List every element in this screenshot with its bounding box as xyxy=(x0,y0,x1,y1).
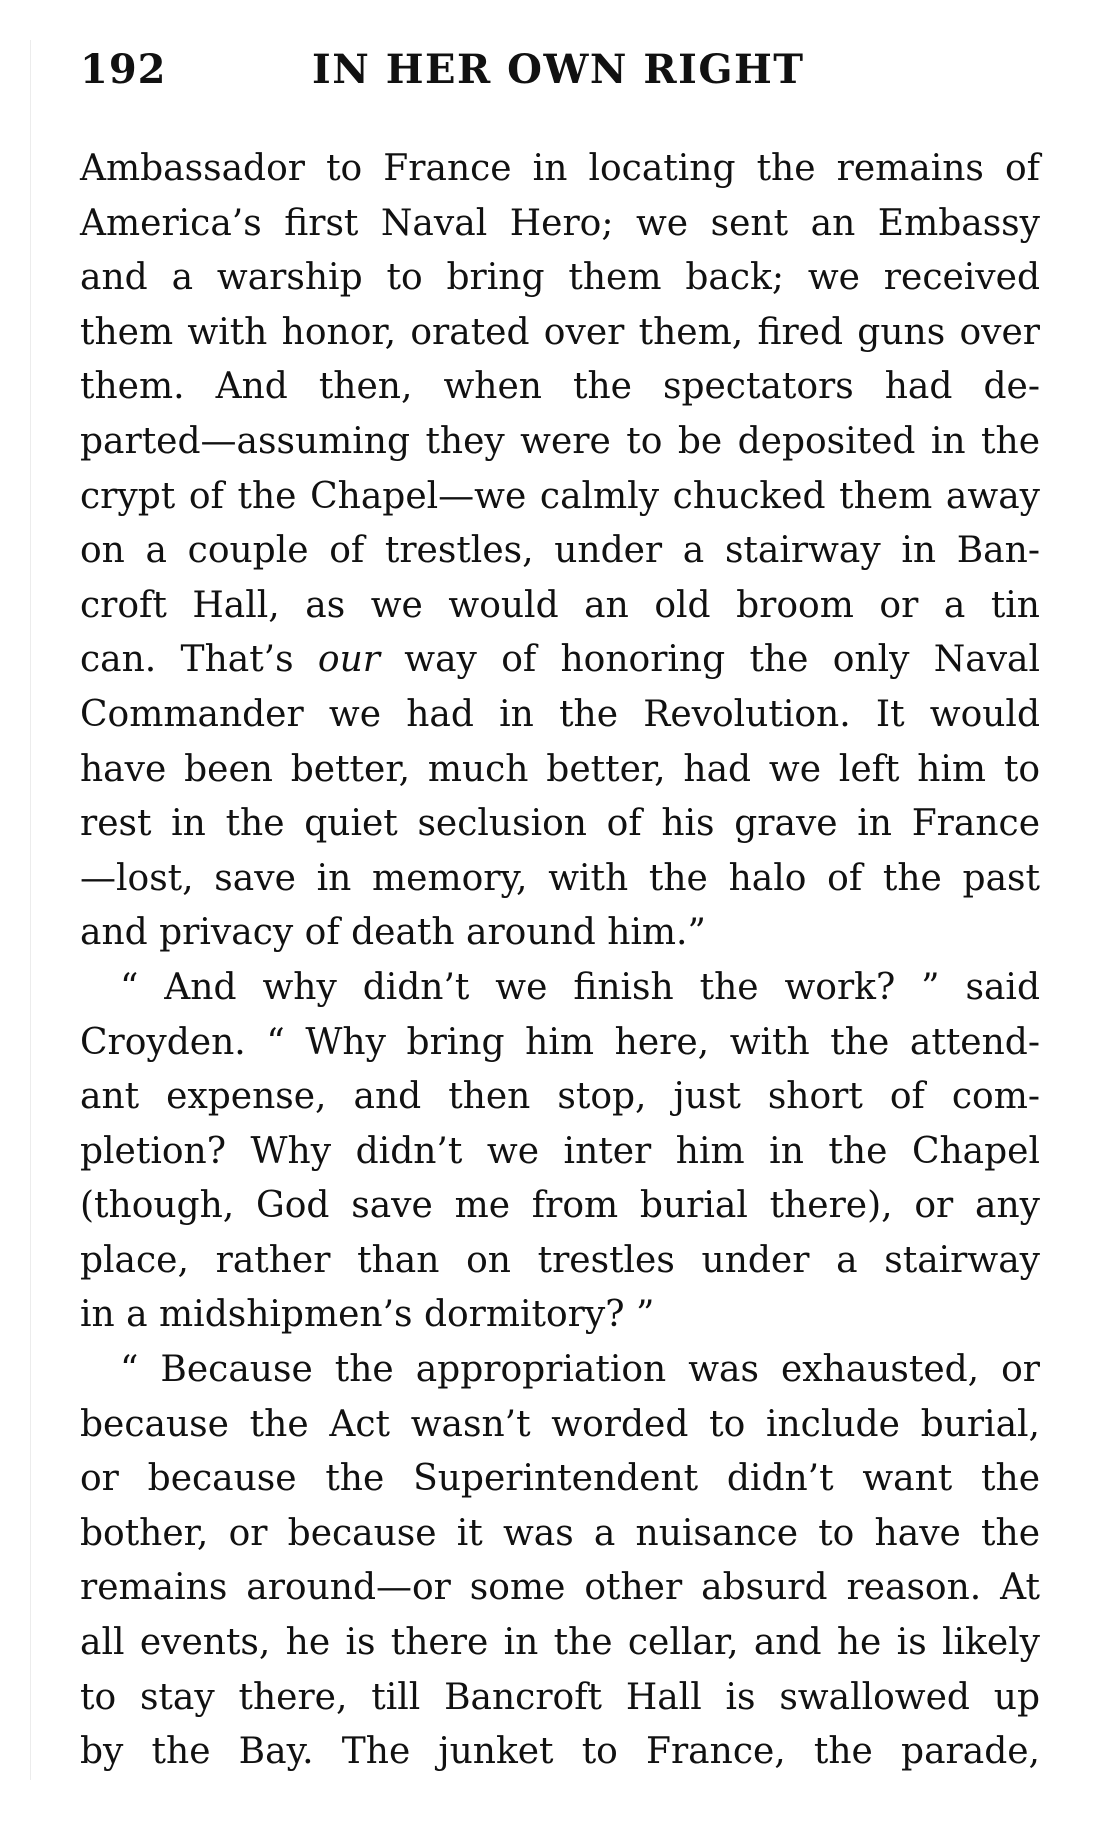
text-line: in a midshipmen’s dormitory? ” xyxy=(80,1294,655,1336)
running-title: IN HER OWN RIGHT xyxy=(312,46,805,93)
text-line: on a couple of trestles, under a stairway in Ban- xyxy=(80,530,1040,572)
text-line: because the Act wasn’t worded to include burial, xyxy=(80,1403,1040,1445)
text-line: America’s first Naval Hero; we sent an Embassy xyxy=(80,202,1040,244)
text-line: “ Because the appropriation was exhausted, or xyxy=(120,1349,1040,1391)
text-line: Croyden. “ Why bring him here, with the attend- xyxy=(80,1021,1040,1063)
text-line: or because the Superintendent didn’t want the xyxy=(80,1458,1040,1500)
text-line: by the Bay. The junket to France, the parade, xyxy=(80,1731,1040,1773)
text-line: all events, he is there in the cellar, and he is likely xyxy=(80,1622,1040,1664)
text-line: and a warship to bring them back; we received xyxy=(80,257,1040,299)
text-line: can. That’s our way of honoring the only Naval xyxy=(80,639,1041,681)
text-line: place, rather than on trestles under a stairway xyxy=(80,1239,1040,1281)
text-line: bother, or because it was a nuisance to have the xyxy=(80,1512,1040,1554)
text-line: “ And why didn’t we finish the work? ” said xyxy=(120,966,1040,1008)
text-line: them. And then, when the spectators had de- xyxy=(80,366,1040,408)
text-line: (though, God save me from burial there), or any xyxy=(80,1185,1040,1227)
text-line: pletion? Why didn’t we inter him in the Chapel xyxy=(80,1130,1040,1172)
text-line: have been better, much better, had we left him to xyxy=(80,748,1040,790)
text-line: and privacy of death around him.” xyxy=(80,912,706,954)
text-line: —lost, save in memory, with the halo of the past xyxy=(80,857,1040,899)
emphasis: our xyxy=(317,639,380,681)
text-line: croft Hall, as we would an old broom or a tin xyxy=(80,584,1040,626)
text-line: Commander we had in the Revolution. It would xyxy=(80,693,1040,735)
page-edge-shadow xyxy=(30,40,31,1780)
text-line: ant expense, and then stop, just short of com- xyxy=(80,1076,1040,1118)
text-line: parted—assuming they were to be deposited in the xyxy=(80,420,1040,462)
running-head xyxy=(80,42,1040,102)
text-line: remains around—or some other absurd reason. At xyxy=(80,1567,1040,1609)
page-number: 192 xyxy=(80,46,167,93)
text-line: to stay there, till Bancroft Hall is swallowed up xyxy=(80,1676,1040,1718)
body-text xyxy=(80,142,1040,1780)
text-line: them with honor, orated over them, fired guns over xyxy=(80,311,1040,353)
text-line: rest in the quiet seclusion of his grave in France xyxy=(80,803,1040,845)
text-line: Ambassador to France in locating the remains of xyxy=(80,148,1040,189)
text-line: crypt of the Chapel—we calmly chucked them away xyxy=(80,475,1040,517)
